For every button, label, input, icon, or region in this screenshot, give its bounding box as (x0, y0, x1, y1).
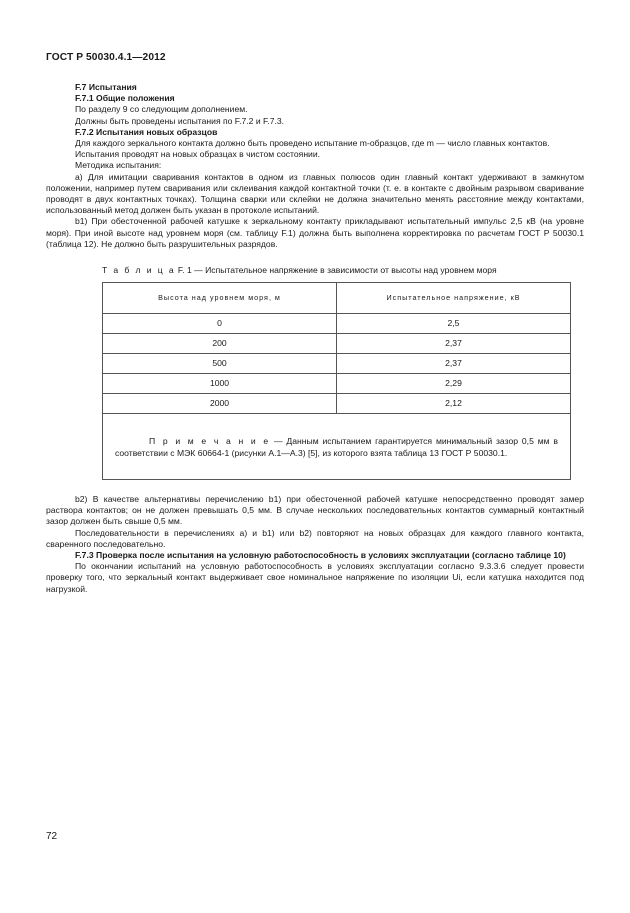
voltage-cell: 2,37 (337, 354, 571, 374)
voltage-altitude-table (102, 282, 571, 480)
paragraph: По окончании испытаний на условную работоспособность в условиях эксплуатации согласно 9.3.3.6 следует провести проверку того, что зеркальный контакт выдерживает свое номинальное напряжение по изоляции Ui, если катушка находится под нагрузкой. (46, 561, 584, 594)
table-row (103, 334, 571, 354)
altitude-cell: 500 (103, 354, 337, 374)
voltage-cell: 2,5 (337, 314, 571, 334)
paragraph: b2) В качестве альтернативы перечислению b1) при обесточенной рабочей катушке непосредственно проводят замер раствора контактов; он не должен превышать 0,5 мм. В случае нескольких последовательных контактов суммарный контактный зазор должен быть свыше 0,5 мм. (46, 494, 584, 527)
body-after-table (46, 494, 584, 595)
section-heading-f72: F.7.2 Испытания новых образцов (75, 126, 218, 137)
paragraph: а) Для имитации сваривания контактов в одном из главных полюсов один главный контакт удерживают в замкнутом положении, например путем сваривания или склеивания каждой контактной точки (т. е. в контакте с двойным разрывом сваривание проводят в двух контактных точках). Толщина сварки или склейки не должна значительно менять расстояние между контактами, использованный метод должен быть указан в протоколе испытаний. (46, 171, 584, 216)
paragraph: Должны быть проведены испытания по F.7.2 и F.7.3. (75, 115, 285, 126)
paragraph: Испытания проводят на новых образцах в чистом состоянии. (75, 149, 321, 160)
altitude-cell: 2000 (103, 394, 337, 414)
paragraph: Методика испытания: (75, 160, 162, 171)
column-header-altitude: Высота над уровнем моря, м (103, 283, 337, 314)
altitude-cell: 0 (103, 314, 337, 334)
note-label: П р и м е ч а н и е (149, 436, 271, 447)
voltage-cell: 2,37 (337, 334, 571, 354)
table-row (103, 314, 571, 334)
paragraph: b1) При обесточенной рабочей катушке к зеркальному контакту прикладывают испытательный импульс 2,5 кВ (на уровне моря). При иной высоте над уровнем моря (см. таблицу F.1) должна быть выполнена корректировка по расчетам ГОСТ Р 50030.1 (таблица 12). Не должно быть разрушительных разрядов. (46, 216, 584, 249)
paragraph: По разделу 9 со следующим дополнением. (75, 104, 248, 115)
table-header-row (103, 283, 571, 314)
table-note (103, 414, 571, 480)
section-heading-f71: F.7.1 Общие положения (75, 93, 175, 104)
page-number: 72 (46, 831, 58, 842)
note-text: — Данным испытанием гарантируется минимальный зазор 0,5 мм в соответствии с МЭК 60664-1 (рисунки А.1—А.3) [5], из которого взята таблица 13 ГОСТ Р 50030.1. (115, 436, 558, 459)
section-heading-f7: F.7 Испытания (75, 82, 137, 92)
table-row (103, 394, 571, 414)
paragraph: Для каждого зеркального контакта должно быть проведено испытание m-образцов, где m — число главных контактов. (75, 138, 550, 149)
voltage-cell: 2,29 (337, 374, 571, 394)
page-body (46, 82, 584, 595)
altitude-cell: 200 (103, 334, 337, 354)
section-heading-f73: F.7.3 Проверка после испытания на условную работоспособность в условиях эксплуатации (согласно таблице 10) (75, 550, 566, 561)
table-caption-label: Т а б л и ц а (102, 265, 176, 276)
altitude-cell: 1000 (103, 374, 337, 394)
table-caption (102, 264, 526, 276)
table-caption-text: F. 1 — Испытательное напряжение в зависимости от высоты над уровнем моря (177, 265, 497, 276)
voltage-cell: 2,12 (337, 394, 571, 414)
document-header: ГОСТ Р 50030.4.1—2012 (46, 52, 166, 63)
table-note-row (103, 414, 571, 480)
column-header-voltage: Испытательное напряжение, кВ (337, 283, 571, 314)
table-row (103, 354, 571, 374)
table-row (103, 374, 571, 394)
paragraph: Последовательности в перечислениях а) и b1) или b2) повторяют на новых образцах для каждого главного контакта, сваренного последовательно. (46, 527, 584, 549)
